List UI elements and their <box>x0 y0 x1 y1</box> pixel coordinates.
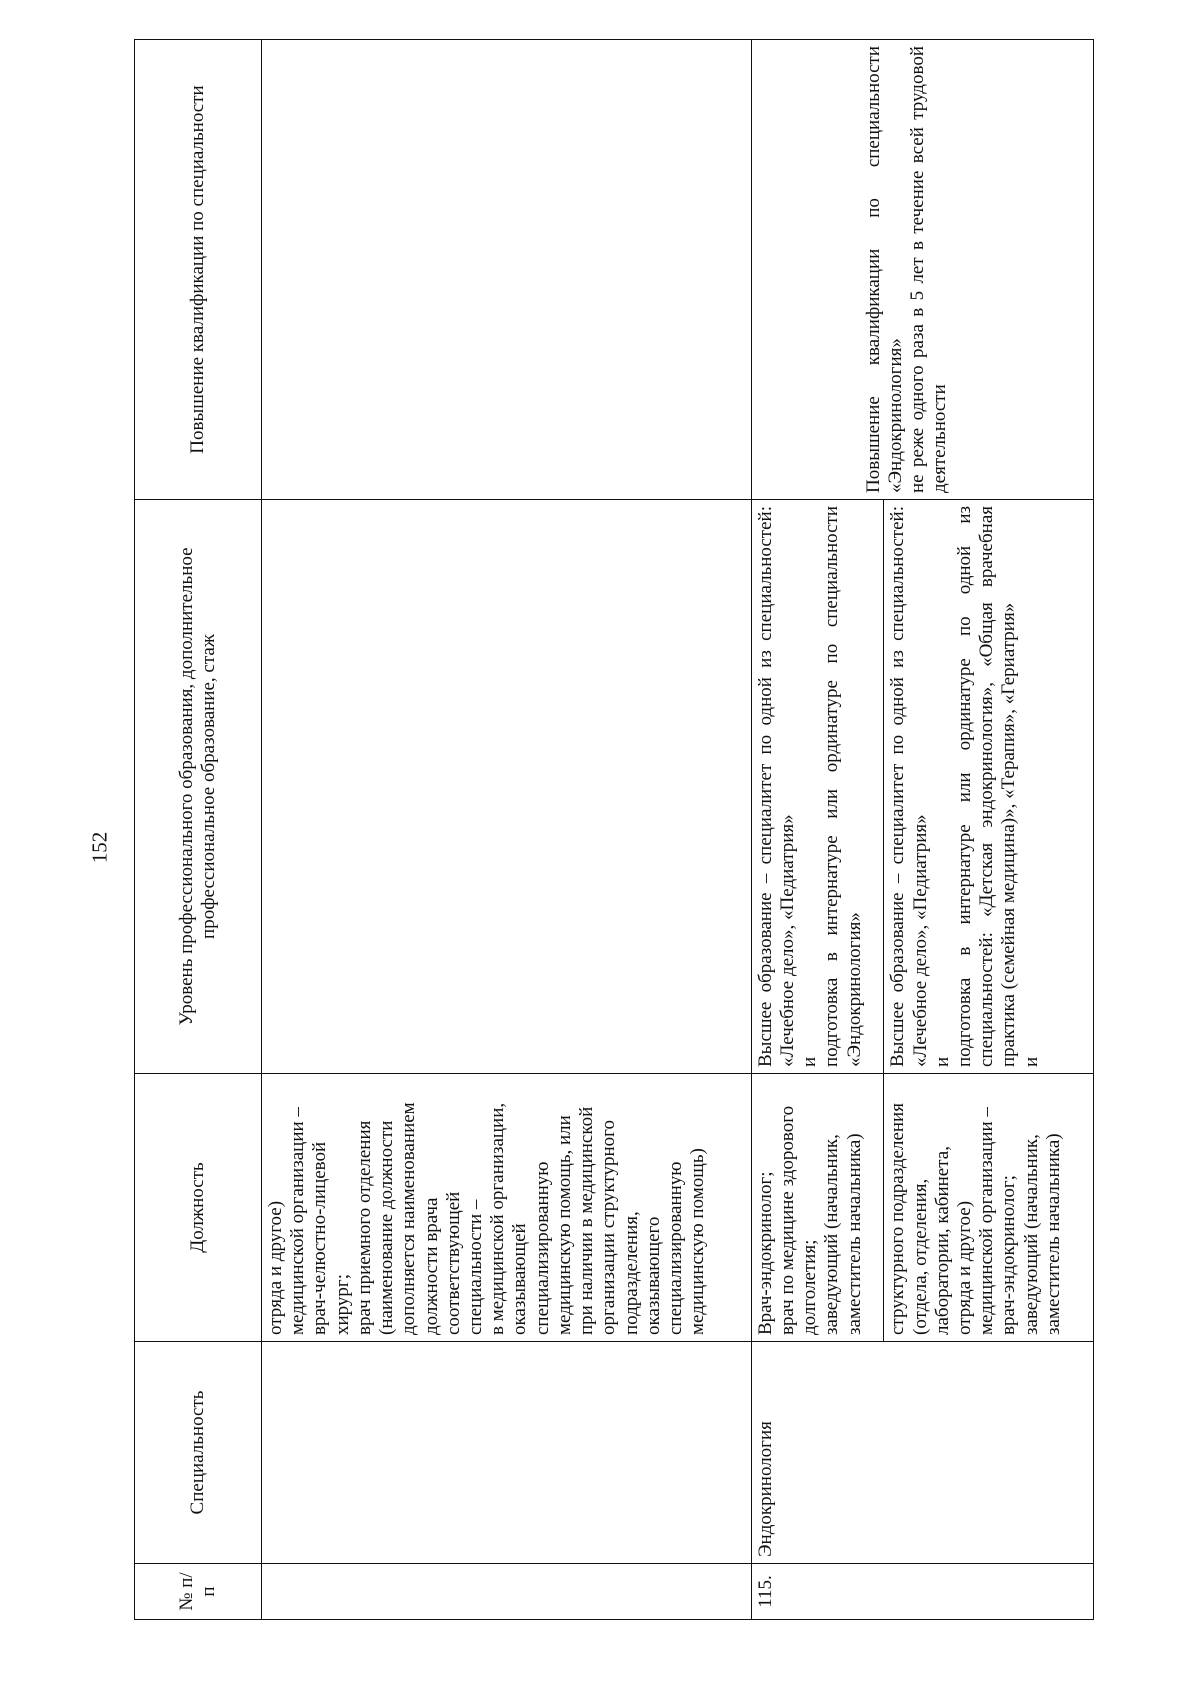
position-line: заместитель начальника) <box>1042 1133 1064 1335</box>
position-line: долголетия; <box>799 1239 821 1335</box>
position-line: заведующий (начальник, <box>821 1134 843 1335</box>
position-line: дополняется наименованием <box>398 1102 420 1335</box>
position-line: отряда и другое) <box>265 1200 286 1335</box>
position-line: в медицинской организации, <box>487 1102 509 1335</box>
position-line: при наличии в медицинской <box>576 1106 598 1335</box>
cell-specialty-continued <box>262 1342 752 1564</box>
position-line: соответствующей <box>442 1191 464 1335</box>
position-line: подразделения, <box>620 1211 642 1335</box>
education-paragraph: подготовка в интернатуре или ординатуре по специальности «Эндокринология» <box>821 506 865 1067</box>
position-line: медицинскую помощь) <box>687 1148 709 1335</box>
position-line: (отдела, отделения, <box>909 1178 931 1335</box>
position-line: врач по медицине здорового <box>777 1105 798 1335</box>
position-line: должности врача <box>420 1197 442 1335</box>
position-line: организации структурного <box>598 1120 620 1335</box>
qualification-paragraph: не реже одного раза в 5 лет в течение всей трудовой деятельности <box>907 46 951 493</box>
cell-qualification-115 <box>751 40 1093 500</box>
position-line: структурного подразделения <box>887 1103 909 1335</box>
cell-education-115a <box>751 500 884 1074</box>
cell-education-continued <box>262 500 752 1074</box>
education-conjunction: и <box>931 1056 953 1067</box>
table-row-115a <box>751 40 884 1620</box>
qualification-paragraph: Повышение квалификации по специальности «Эндокринология» <box>862 46 906 493</box>
specialty-name: Эндокринология <box>751 1342 1093 1564</box>
position-line: оказывающей <box>509 1223 531 1335</box>
position-line: врач-челюстно-лицевой <box>309 1141 331 1335</box>
position-line: специализированную <box>531 1161 553 1335</box>
header-education: Уровень профессионального образования, дополнительное профессиональное образование, стаж <box>135 500 262 1074</box>
position-line: отряда и другое) <box>954 1200 976 1335</box>
table-header-row <box>135 40 262 1620</box>
education-conjunction: и <box>799 1056 821 1067</box>
education-paragraph: Высшее образование – специалитет по одной из специальностей: «Лечебное дело», «Педиатрия» <box>887 506 931 1067</box>
education-paragraph: Высшее образование – специалитет по одной из специальностей: «Лечебное дело», «Педиатрия» <box>754 506 798 1067</box>
row-number: 115. <box>751 1564 1093 1620</box>
position-line: заместитель начальника) <box>843 1133 865 1335</box>
cell-education-115b <box>884 500 1094 1074</box>
position-line: заведующий (начальник, <box>1020 1134 1042 1335</box>
position-line: хирург; <box>331 1274 353 1335</box>
header-position: Должность <box>135 1074 262 1342</box>
position-line: лаборатории, кабинета, <box>931 1146 953 1335</box>
position-line: врач-эндокринолог; <box>998 1175 1020 1335</box>
position-line: медицинскую помощь, или <box>553 1115 575 1335</box>
header-qualification: Повышение квалификации по специальности <box>135 40 262 500</box>
qualification-requirements-table <box>134 39 1094 1620</box>
position-line: медицинской организации – <box>976 1107 998 1335</box>
cell-positions-115a <box>751 1074 884 1342</box>
table-row-continued <box>262 40 752 1620</box>
position-line: медицинской организации – <box>287 1107 309 1335</box>
position-line: врач приемного отделения <box>353 1120 375 1335</box>
education-conjunction: и <box>1020 1056 1042 1067</box>
position-line: специальности – <box>464 1199 486 1335</box>
rotated-table-sheet <box>134 40 1094 1620</box>
position-line: (наименование должности <box>376 1120 398 1335</box>
cell-positions-115b <box>884 1074 1094 1342</box>
cell-positions-continued <box>262 1074 752 1342</box>
header-specialty: Специальность <box>135 1342 262 1564</box>
cell-qualification-continued <box>262 40 752 500</box>
position-line: Врач-эндокринолог; <box>754 1171 776 1335</box>
header-num: № п/п <box>135 1564 262 1620</box>
page-number: 152 <box>87 831 112 864</box>
education-paragraph: подготовка в интернатуре или ординатуре по одной из специальностей: «Детская эндокринология», «Общая врачебная практика (семейная медицина)», «Терапия», «Гериатрия» <box>954 506 1020 1067</box>
position-line: специализированную <box>664 1161 686 1335</box>
cell-num-continued <box>262 1564 752 1620</box>
position-line: оказывающего <box>642 1216 664 1335</box>
